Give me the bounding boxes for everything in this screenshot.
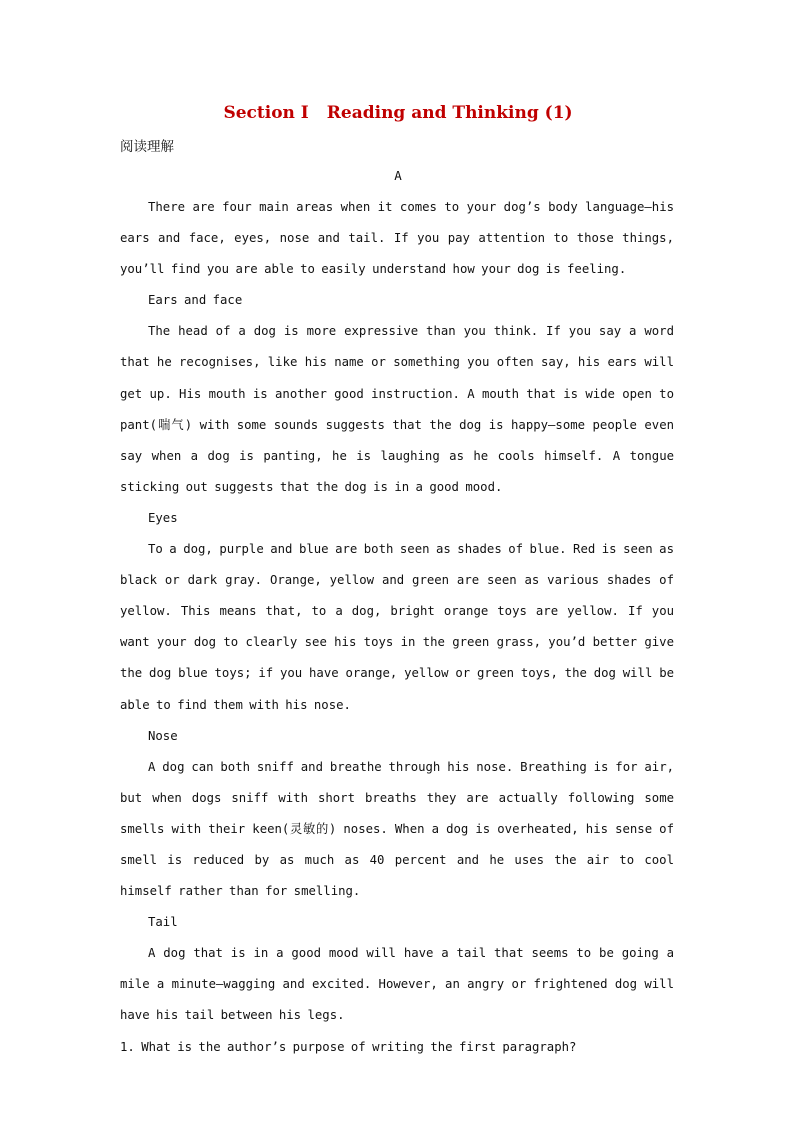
paragraph-intro: There are four main areas when it comes to your dog’s body language—his ears and face, eyes, nose and tail. If you pay attention to those things, you’ll find you are able to easily understand how your dog is feeling. <box>120 200 674 277</box>
question-1: 1. What is the author’s purpose of writing the first paragraph? <box>120 1039 577 1054</box>
page-title <box>120 103 676 123</box>
paragraph-eyes: To a dog, purple and blue are both seen as shades of blue. Red is seen as black or dark gray. Orange, yellow and green are seen as various shades of yellow. This means that, to a dog, bright orange toys are yellow. If you want your dog to clearly see his toys in the green grass, you’d better give the dog blue toys; if you have orange, yellow or green toys, the dog will be able to find them with his nose. <box>120 542 674 712</box>
passage-letter: A <box>394 168 402 183</box>
passage-body <box>120 192 674 1063</box>
subheading-ears-face: Ears and face <box>148 293 243 308</box>
category-label: 阅读理解 <box>120 139 174 155</box>
paragraph-ears-face: The head of a dog is more expressive than you think. If you say a word that he recognises, like his name or something you often say, his ears will get up. His mouth is another good instruction. A mouth that is wide open to pant(喘气) with some sounds suggests that the dog is happy—some people even say when a dog is panting, he is laughing as he cools himself. A tongue sticking out suggests that the dog is in a good mood. <box>120 324 674 494</box>
paragraph-tail: A dog that is in a good mood will have a tail that seems to be going a mile a minute—wagging and excited. However, an angry or frightened dog will have his tail between his legs. <box>120 946 674 1023</box>
subheading-eyes: Eyes <box>148 510 178 525</box>
paragraph-nose: A dog can both sniff and breathe through his nose. Breathing is for air, but when dogs sniff with short breaths they are actually following some smells with their keen(灵敏的) noses. When a dog is overheated, his sense of smell is reduced by as much as 40 percent and he uses the air to cool himself rather than for smelling. <box>120 759 674 899</box>
title-section: Section Ⅰ <box>223 103 309 123</box>
subheading-nose: Nose <box>148 728 178 743</box>
subheading-tail: Tail <box>148 915 178 930</box>
title-rest: Reading and Thinking (1) <box>326 103 573 123</box>
